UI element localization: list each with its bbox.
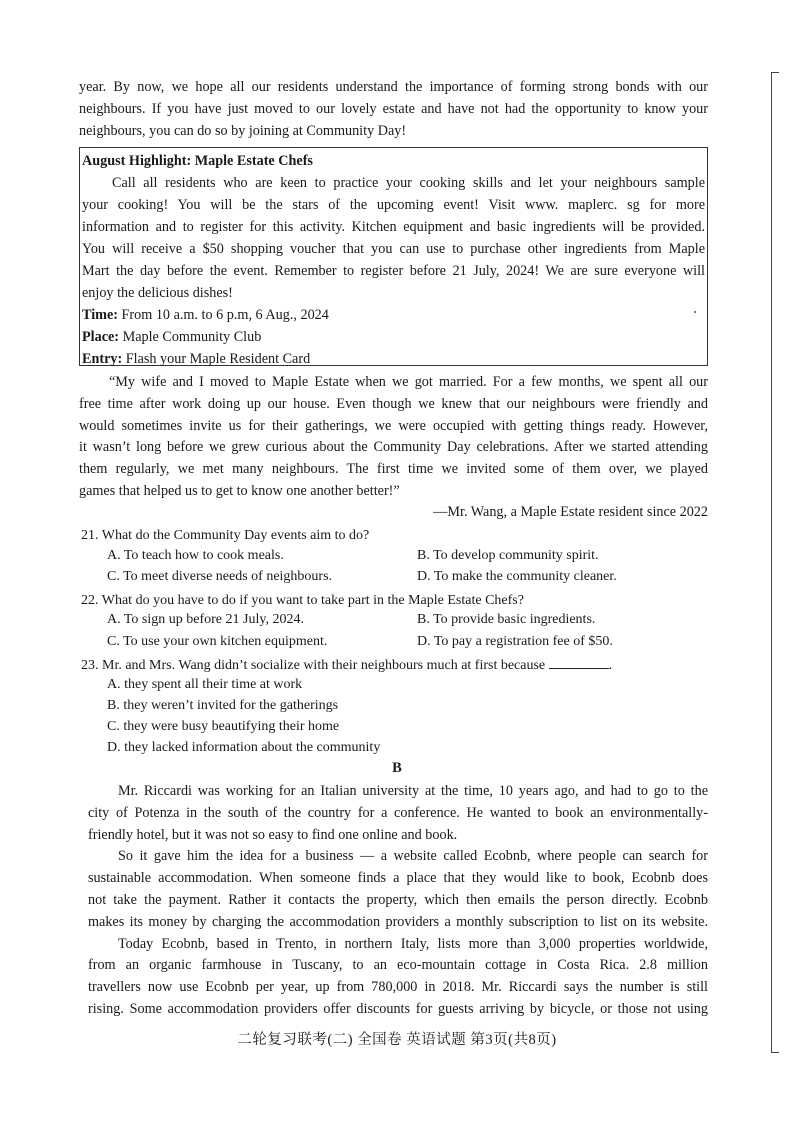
question-22-option-a[interactable]: A. To sign up before 21 July, 2024. [107,612,304,627]
notice-line: information and to register for this activity. Kitchen equipment and basic ingredients will be provided. [82,219,705,235]
page-footer: 二轮复习联考(二) 全国卷 英语试题 第3页(共8页) [237,1032,557,1048]
notice-line: enjoy the delicious dishes! [82,285,233,301]
question-23-option-d[interactable]: D. they lacked information about the community [107,740,381,755]
quote-line: “My wife and I moved to Maple Estate when we got married. For a few months, we spent all our [109,374,708,390]
passage-line: sustainable accommodation. When someone finds a place that they would like to book, Ecobnb does [88,870,708,887]
passage-line: not take the payment. Rather it contacts the property, which then emails the person directly. Ecobnb [88,891,708,908]
passage-line: Today Ecobnb, based in Trento, in northern Italy, lists more than 3,000 properties worldwide, [118,935,708,952]
section-heading: B [392,760,402,776]
notice-line: You will receive a $50 shopping voucher that you can use to purchase other ingredients from Maple [82,241,705,257]
quote-paragraph [79,372,708,503]
notice-line: Call all residents who are keen to practice your cooking skills and let your neighbours sample [112,175,705,191]
entry-label: Entry: [82,351,123,367]
passage-line: friendly hotel, but it was not so easy to find one online and book. [88,826,458,843]
answer-blank [549,654,609,669]
quote-attribution: —Mr. Wang, a Maple Estate resident since 2022 [433,504,708,520]
notice-heading: August Highlight: Maple Estate Chefs [82,153,313,169]
intro-line: neighbours. If you have just moved to our lovely estate and have not had the opportunity to know your [79,100,708,117]
margin-tick-bottom [771,1052,779,1053]
quote-line: would sometimes invite us for their gatherings, we were occupied with getting things ready. However, [79,417,708,434]
question-22-option-c[interactable]: C. To use your own kitchen equipment. [107,634,328,649]
passage-line: So it gave him the idea for a business — a website called Ecobnb, where people can search for [118,848,708,865]
question-23-option-b[interactable]: B. they weren’t invited for the gatherings [107,698,339,713]
question-23-option-a[interactable]: A. they spent all their time at work [107,677,303,692]
question-23-stem-row: 23. Mr. and Mrs. Wang didn’t socialize with their neighbours much at first because . [81,654,612,677]
passage-line: Mr. Riccardi was working for an Italian university at the time, 10 years ago, and had to go to the [118,783,708,799]
quote-line: it wasn’t long before we grew curious about the Community Day celebrations. After we started attending [79,439,708,456]
place-value: Maple Community Club [122,329,262,345]
question-23-stem: 23. Mr. and Mrs. Wang didn’t socialize with their neighbours much at first because [81,658,546,673]
notice-place [82,326,705,348]
time-value: From 10 a.m. to 6 p.m, 6 Aug., 2024 [121,307,329,323]
question-22-option-b[interactable]: B. To provide basic ingredients. [417,612,596,627]
question-21-option-c[interactable]: C. To meet diverse needs of neighbours. [107,569,333,584]
question-22-option-d[interactable]: D. To pay a registration fee of $50. [417,634,613,649]
passage-line: travellers now use Ecobnb per year, up from 780,000 in 2018. Mr. Riccardi says the number is still [88,979,708,996]
quote-line: games that helped us to get to know one another better!” [79,482,400,499]
intro-line: year. By now, we hope all our residents understand the importance of forming strong bonds with our [79,79,708,95]
question-21-option-a[interactable]: A. To teach how to cook meals. [107,548,284,563]
intro-paragraph [79,77,708,142]
margin-rule [771,72,772,1052]
passage-line: rising. Some accommodation providers offer discounts for guests arriving by bicycle, or those not using [88,1000,708,1017]
intro-line: neighbours, you can do so by joining at Community Day! [79,122,407,139]
notice-time [82,304,705,326]
margin-tick-top [771,72,779,73]
passage-line: makes its money by charging the accommodation providers a monthly subscription to list on its website. [88,913,708,930]
question-21-option-d[interactable]: D. To make the community cleaner. [417,569,617,584]
entry-value: Flash your Maple Resident Card [125,351,311,367]
question-21-stem: 21. What do the Community Day events aim to do? [81,528,370,543]
notice-line: Mart the day before the event. Remember to register before 21 July, 2024! We are sure everyone will [82,263,705,279]
time-label: Time: [82,307,118,323]
quote-line: free time after work doing up our house. Even though we knew that our neighbours were friendly and [79,395,708,412]
notice-line: your cooking! You will be the stars of the upcoming event! Visit www. maplerc. sg for more [82,197,705,213]
passage-line: from an organic farmhouse in Tuscany, to an eco-mountain cottage in Costa Rica. 2.8 million [88,957,708,974]
place-label: Place: [82,329,120,345]
quote-line: them regularly, we met many neighbours. The first time we invited some of them over, we played [79,461,708,478]
passage-b [88,781,708,1021]
question-23-option-c[interactable]: C. they were busy beautifying their home [107,719,340,734]
question-22-stem: 22. What do you have to do if you want to take part in the Maple Estate Chefs? [81,593,524,608]
question-21-option-b[interactable]: B. To develop community spirit. [417,548,599,563]
passage-line: city of Potenza in the south of the country for a conference. He wanted to book an environmentally- [88,804,708,821]
notice-entry [82,348,705,370]
event-notice-box [79,147,708,366]
stray-mark [694,311,696,313]
